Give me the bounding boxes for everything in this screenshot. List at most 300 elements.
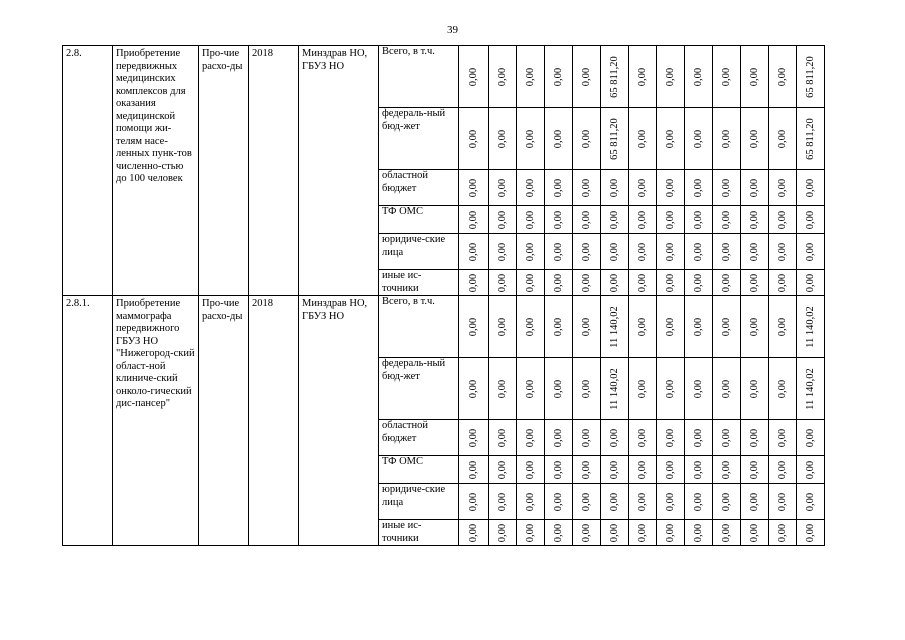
value-text: 0,00 (692, 428, 704, 447)
value-text: 0,00 (720, 317, 732, 336)
value-cell (769, 170, 797, 206)
value-cell (657, 46, 685, 108)
value-text: 0,00 (776, 460, 788, 479)
value-text: 0,00 (467, 428, 479, 447)
table-row (63, 46, 825, 108)
value-cell (489, 520, 517, 546)
value-text: 0,00 (776, 379, 788, 398)
value-text: 0,00 (692, 379, 704, 398)
value-text: 0,00 (467, 379, 479, 398)
value-cell (601, 296, 629, 358)
value-text: 0,00 (524, 460, 536, 479)
value-cell (545, 420, 573, 456)
value-cell (629, 206, 657, 234)
value-cell (545, 46, 573, 108)
value-cell (797, 206, 825, 234)
value-text: 0,00 (692, 460, 704, 479)
value-text: 0,00 (552, 273, 564, 292)
value-text: 0,00 (720, 129, 732, 148)
value-text: 0,00 (664, 129, 676, 148)
value-cell (685, 420, 713, 456)
value-cell (517, 420, 545, 456)
item-code: 2.8. (63, 46, 113, 296)
value-cell (685, 296, 713, 358)
value-cell (601, 46, 629, 108)
value-cell (797, 234, 825, 270)
value-text: 0,00 (748, 178, 760, 197)
value-cell (573, 456, 601, 484)
value-cell (459, 234, 489, 270)
value-text: 0,00 (608, 523, 620, 542)
value-cell (657, 108, 685, 170)
value-cell (629, 296, 657, 358)
value-text: 0,00 (580, 178, 592, 197)
executor: Минздрав НО, ГБУЗ НО (299, 46, 379, 296)
value-cell (769, 108, 797, 170)
value-text: 0,00 (496, 428, 508, 447)
value-text: 0,00 (804, 523, 816, 542)
value-cell (769, 234, 797, 270)
value-cell (601, 484, 629, 520)
value-cell (601, 206, 629, 234)
value-cell (713, 108, 741, 170)
value-text: 0,00 (692, 242, 704, 261)
value-text: 0,00 (552, 460, 564, 479)
value-cell (545, 206, 573, 234)
value-text: 0,00 (496, 317, 508, 336)
value-cell (545, 234, 573, 270)
value-cell (797, 270, 825, 296)
value-text: 0,00 (664, 242, 676, 261)
value-text: 0,00 (692, 178, 704, 197)
value-cell (769, 46, 797, 108)
value-cell (685, 358, 713, 420)
value-cell (489, 170, 517, 206)
value-text: 0,00 (608, 428, 620, 447)
value-text: 0,00 (748, 67, 760, 86)
value-text: 0,00 (636, 129, 648, 148)
value-text: 0,00 (496, 210, 508, 229)
funding-source: Всего, в т.ч. (379, 46, 459, 108)
value-cell (685, 46, 713, 108)
value-text: 0,00 (720, 460, 732, 479)
value-cell (713, 170, 741, 206)
value-cell (489, 484, 517, 520)
value-text: 0,00 (580, 210, 592, 229)
value-cell (545, 270, 573, 296)
value-text: 0,00 (776, 523, 788, 542)
value-text: 0,00 (720, 428, 732, 447)
value-text: 0,00 (748, 428, 760, 447)
value-text: 0,00 (580, 273, 592, 292)
value-cell (741, 206, 769, 234)
value-text: 0,00 (496, 460, 508, 479)
value-cell (601, 170, 629, 206)
value-cell (769, 270, 797, 296)
value-text: 0,00 (552, 210, 564, 229)
value-cell (769, 358, 797, 420)
value-text: 0,00 (552, 379, 564, 398)
value-cell (769, 456, 797, 484)
funding-source: федераль-ный бюд-жет (379, 108, 459, 170)
value-text: 0,00 (636, 67, 648, 86)
value-cell (713, 296, 741, 358)
value-cell (489, 358, 517, 420)
value-text: 0,00 (692, 523, 704, 542)
value-cell (459, 484, 489, 520)
value-text: 0,00 (524, 273, 536, 292)
value-text: 11 140,02 (804, 367, 816, 410)
value-cell (629, 170, 657, 206)
value-text: 0,00 (608, 460, 620, 479)
value-cell (741, 270, 769, 296)
value-text: 0,00 (496, 129, 508, 148)
value-cell (629, 108, 657, 170)
value-cell (517, 170, 545, 206)
value-text: 0,00 (552, 523, 564, 542)
value-text: 65 811,20 (804, 117, 816, 160)
value-text: 0,00 (467, 317, 479, 336)
value-cell (459, 270, 489, 296)
value-cell (601, 358, 629, 420)
value-text: 0,00 (496, 242, 508, 261)
value-text: 0,00 (720, 242, 732, 261)
year: 2018 (249, 296, 299, 546)
value-cell (797, 358, 825, 420)
value-cell (685, 270, 713, 296)
funding-source: юридиче-ские лица (379, 234, 459, 270)
value-cell (459, 170, 489, 206)
value-text: 0,00 (636, 178, 648, 197)
value-text: 0,00 (636, 273, 648, 292)
value-cell (685, 108, 713, 170)
value-cell (601, 108, 629, 170)
value-cell (657, 456, 685, 484)
value-cell (545, 358, 573, 420)
value-cell (797, 170, 825, 206)
value-text: 0,00 (467, 242, 479, 261)
value-cell (601, 456, 629, 484)
value-text: 0,00 (524, 523, 536, 542)
value-cell (713, 206, 741, 234)
value-text: 0,00 (580, 129, 592, 148)
budget-table (62, 45, 825, 546)
value-text: 65 811,20 (608, 55, 620, 98)
item-name: Приобретение маммографа передвижного ГБУЗ НО "Нижегород-ский област-ной клиниче-ский онколо-гический дис-пансер" (113, 296, 199, 546)
value-text: 0,00 (524, 428, 536, 447)
value-text: 0,00 (748, 317, 760, 336)
value-text: 0,00 (664, 428, 676, 447)
value-text: 0,00 (524, 129, 536, 148)
funding-source: Всего, в т.ч. (379, 296, 459, 358)
value-text: 0,00 (748, 129, 760, 148)
value-text: 0,00 (467, 523, 479, 542)
value-text: 0,00 (664, 210, 676, 229)
funding-source: областной бюджет (379, 420, 459, 456)
value-cell (713, 520, 741, 546)
value-text: 0,00 (664, 178, 676, 197)
value-cell (573, 108, 601, 170)
value-cell (573, 170, 601, 206)
value-text: 0,00 (692, 273, 704, 292)
value-text: 0,00 (608, 273, 620, 292)
value-text: 0,00 (608, 492, 620, 511)
value-cell (629, 484, 657, 520)
value-cell (629, 270, 657, 296)
value-text: 0,00 (496, 379, 508, 398)
value-text: 0,00 (720, 210, 732, 229)
value-cell (629, 234, 657, 270)
value-cell (769, 484, 797, 520)
value-cell (741, 46, 769, 108)
value-text: 0,00 (804, 242, 816, 261)
value-cell (545, 108, 573, 170)
value-cell (685, 170, 713, 206)
value-cell (517, 234, 545, 270)
value-text: 0,00 (692, 129, 704, 148)
value-cell (657, 270, 685, 296)
value-text: 0,00 (720, 523, 732, 542)
value-cell (601, 420, 629, 456)
value-text: 0,00 (664, 379, 676, 398)
value-cell (797, 456, 825, 484)
value-cell (573, 234, 601, 270)
value-text: 0,00 (664, 492, 676, 511)
value-cell (629, 520, 657, 546)
value-text: 0,00 (552, 67, 564, 86)
value-cell (459, 206, 489, 234)
value-cell (573, 358, 601, 420)
value-text: 0,00 (692, 317, 704, 336)
value-cell (685, 456, 713, 484)
value-cell (573, 206, 601, 234)
value-text: 0,00 (692, 67, 704, 86)
value-text: 0,00 (580, 523, 592, 542)
value-text: 0,00 (496, 273, 508, 292)
value-cell (685, 484, 713, 520)
value-cell (573, 270, 601, 296)
value-cell (489, 108, 517, 170)
value-text: 0,00 (636, 210, 648, 229)
value-text: 0,00 (776, 242, 788, 261)
value-cell (545, 170, 573, 206)
value-text: 0,00 (664, 460, 676, 479)
value-text: 11 140,02 (608, 367, 620, 410)
value-text: 0,00 (748, 460, 760, 479)
table-row (63, 296, 825, 358)
value-cell (797, 46, 825, 108)
value-text: 0,00 (664, 317, 676, 336)
value-cell (741, 358, 769, 420)
value-cell (459, 46, 489, 108)
value-cell (741, 296, 769, 358)
value-text: 0,00 (720, 379, 732, 398)
value-text: 0,00 (804, 178, 816, 197)
value-cell (573, 520, 601, 546)
value-cell (657, 234, 685, 270)
value-text: 0,00 (720, 273, 732, 292)
value-text: 0,00 (552, 492, 564, 511)
value-cell (517, 108, 545, 170)
value-cell (517, 270, 545, 296)
value-text: 0,00 (748, 242, 760, 261)
value-cell (713, 484, 741, 520)
value-text: 0,00 (720, 67, 732, 86)
value-text: 0,00 (804, 492, 816, 511)
value-text: 0,00 (776, 178, 788, 197)
value-cell (629, 420, 657, 456)
value-text: 0,00 (580, 67, 592, 86)
value-text: 0,00 (692, 492, 704, 511)
value-cell (769, 206, 797, 234)
value-cell (601, 270, 629, 296)
item-name: Приобретение передвижных медицинских комплексов для оказания медицинской помощи жи-телям насе-ленных пунк-тов численно-стью до 100 человек (113, 46, 199, 296)
value-cell (545, 296, 573, 358)
value-cell (489, 456, 517, 484)
value-text: 0,00 (580, 379, 592, 398)
value-cell (797, 420, 825, 456)
value-cell (459, 456, 489, 484)
value-text: 0,00 (636, 460, 648, 479)
value-cell (713, 456, 741, 484)
value-text: 0,00 (804, 273, 816, 292)
value-cell (685, 234, 713, 270)
value-cell (459, 520, 489, 546)
value-cell (741, 484, 769, 520)
value-text: 0,00 (636, 428, 648, 447)
value-text: 0,00 (636, 317, 648, 336)
value-text: 0,00 (552, 178, 564, 197)
value-text: 0,00 (804, 460, 816, 479)
value-text: 0,00 (552, 242, 564, 261)
funding-source: ТФ ОМС (379, 456, 459, 484)
value-cell (601, 520, 629, 546)
value-cell (517, 456, 545, 484)
value-text: 0,00 (524, 317, 536, 336)
value-cell (769, 520, 797, 546)
value-cell (517, 358, 545, 420)
value-text: 0,00 (524, 178, 536, 197)
value-cell (713, 234, 741, 270)
value-cell (489, 420, 517, 456)
page-number: 39 (447, 24, 458, 36)
value-cell (489, 296, 517, 358)
value-cell (517, 520, 545, 546)
value-text: 0,00 (467, 67, 479, 86)
value-text: 0,00 (580, 460, 592, 479)
value-cell (517, 206, 545, 234)
item-code: 2.8.1. (63, 296, 113, 546)
funding-source: юридиче-ские лица (379, 484, 459, 520)
value-cell (741, 234, 769, 270)
value-cell (657, 358, 685, 420)
value-text: 0,00 (467, 210, 479, 229)
value-text: 0,00 (467, 129, 479, 148)
value-cell (629, 46, 657, 108)
value-cell (545, 456, 573, 484)
value-cell (741, 108, 769, 170)
value-text: 0,00 (748, 210, 760, 229)
year: 2018 (249, 46, 299, 296)
expense-type: Про-чие расхо-ды (199, 46, 249, 296)
value-text: 0,00 (692, 210, 704, 229)
value-cell (713, 358, 741, 420)
funding-source: ТФ ОМС (379, 206, 459, 234)
value-cell (685, 520, 713, 546)
value-cell (517, 484, 545, 520)
value-cell (459, 420, 489, 456)
value-text: 0,00 (580, 492, 592, 511)
value-text: 0,00 (720, 492, 732, 511)
value-cell (545, 484, 573, 520)
value-text: 0,00 (776, 210, 788, 229)
value-text: 0,00 (496, 523, 508, 542)
value-text: 0,00 (776, 428, 788, 447)
value-text: 0,00 (776, 317, 788, 336)
value-text: 0,00 (776, 67, 788, 86)
value-cell (459, 108, 489, 170)
funding-source: областной бюджет (379, 170, 459, 206)
value-cell (459, 296, 489, 358)
value-cell (489, 234, 517, 270)
value-text: 0,00 (804, 428, 816, 447)
value-text: 0,00 (608, 210, 620, 229)
value-cell (769, 296, 797, 358)
value-text: 65 811,20 (804, 55, 816, 98)
value-text: 0,00 (748, 273, 760, 292)
value-text: 0,00 (776, 129, 788, 148)
value-text: 0,00 (552, 129, 564, 148)
value-cell (713, 46, 741, 108)
value-text: 0,00 (467, 460, 479, 479)
value-cell (489, 270, 517, 296)
value-cell (629, 456, 657, 484)
value-text: 0,00 (524, 242, 536, 261)
value-text: 0,00 (664, 67, 676, 86)
value-cell (517, 296, 545, 358)
value-cell (657, 420, 685, 456)
value-text: 0,00 (552, 428, 564, 447)
value-text: 0,00 (664, 273, 676, 292)
funding-source: федераль-ный бюд-жет (379, 358, 459, 420)
value-cell (741, 420, 769, 456)
value-text: 0,00 (496, 67, 508, 86)
value-cell (657, 206, 685, 234)
value-cell (573, 296, 601, 358)
value-text: 0,00 (636, 492, 648, 511)
value-text: 0,00 (636, 523, 648, 542)
value-cell (517, 46, 545, 108)
value-cell (657, 520, 685, 546)
value-text: 0,00 (524, 379, 536, 398)
value-text: 0,00 (748, 492, 760, 511)
value-cell (741, 456, 769, 484)
value-cell (657, 296, 685, 358)
value-cell (573, 484, 601, 520)
value-text: 11 140,02 (608, 305, 620, 348)
value-text: 0,00 (748, 523, 760, 542)
value-text: 0,00 (496, 492, 508, 511)
value-text: 0,00 (776, 273, 788, 292)
value-cell (573, 420, 601, 456)
value-cell (797, 296, 825, 358)
expense-type: Про-чие расхо-ды (199, 296, 249, 546)
value-text: 0,00 (467, 178, 479, 197)
value-cell (685, 206, 713, 234)
value-cell (489, 46, 517, 108)
executor: Минздрав НО, ГБУЗ НО (299, 296, 379, 546)
value-cell (459, 358, 489, 420)
